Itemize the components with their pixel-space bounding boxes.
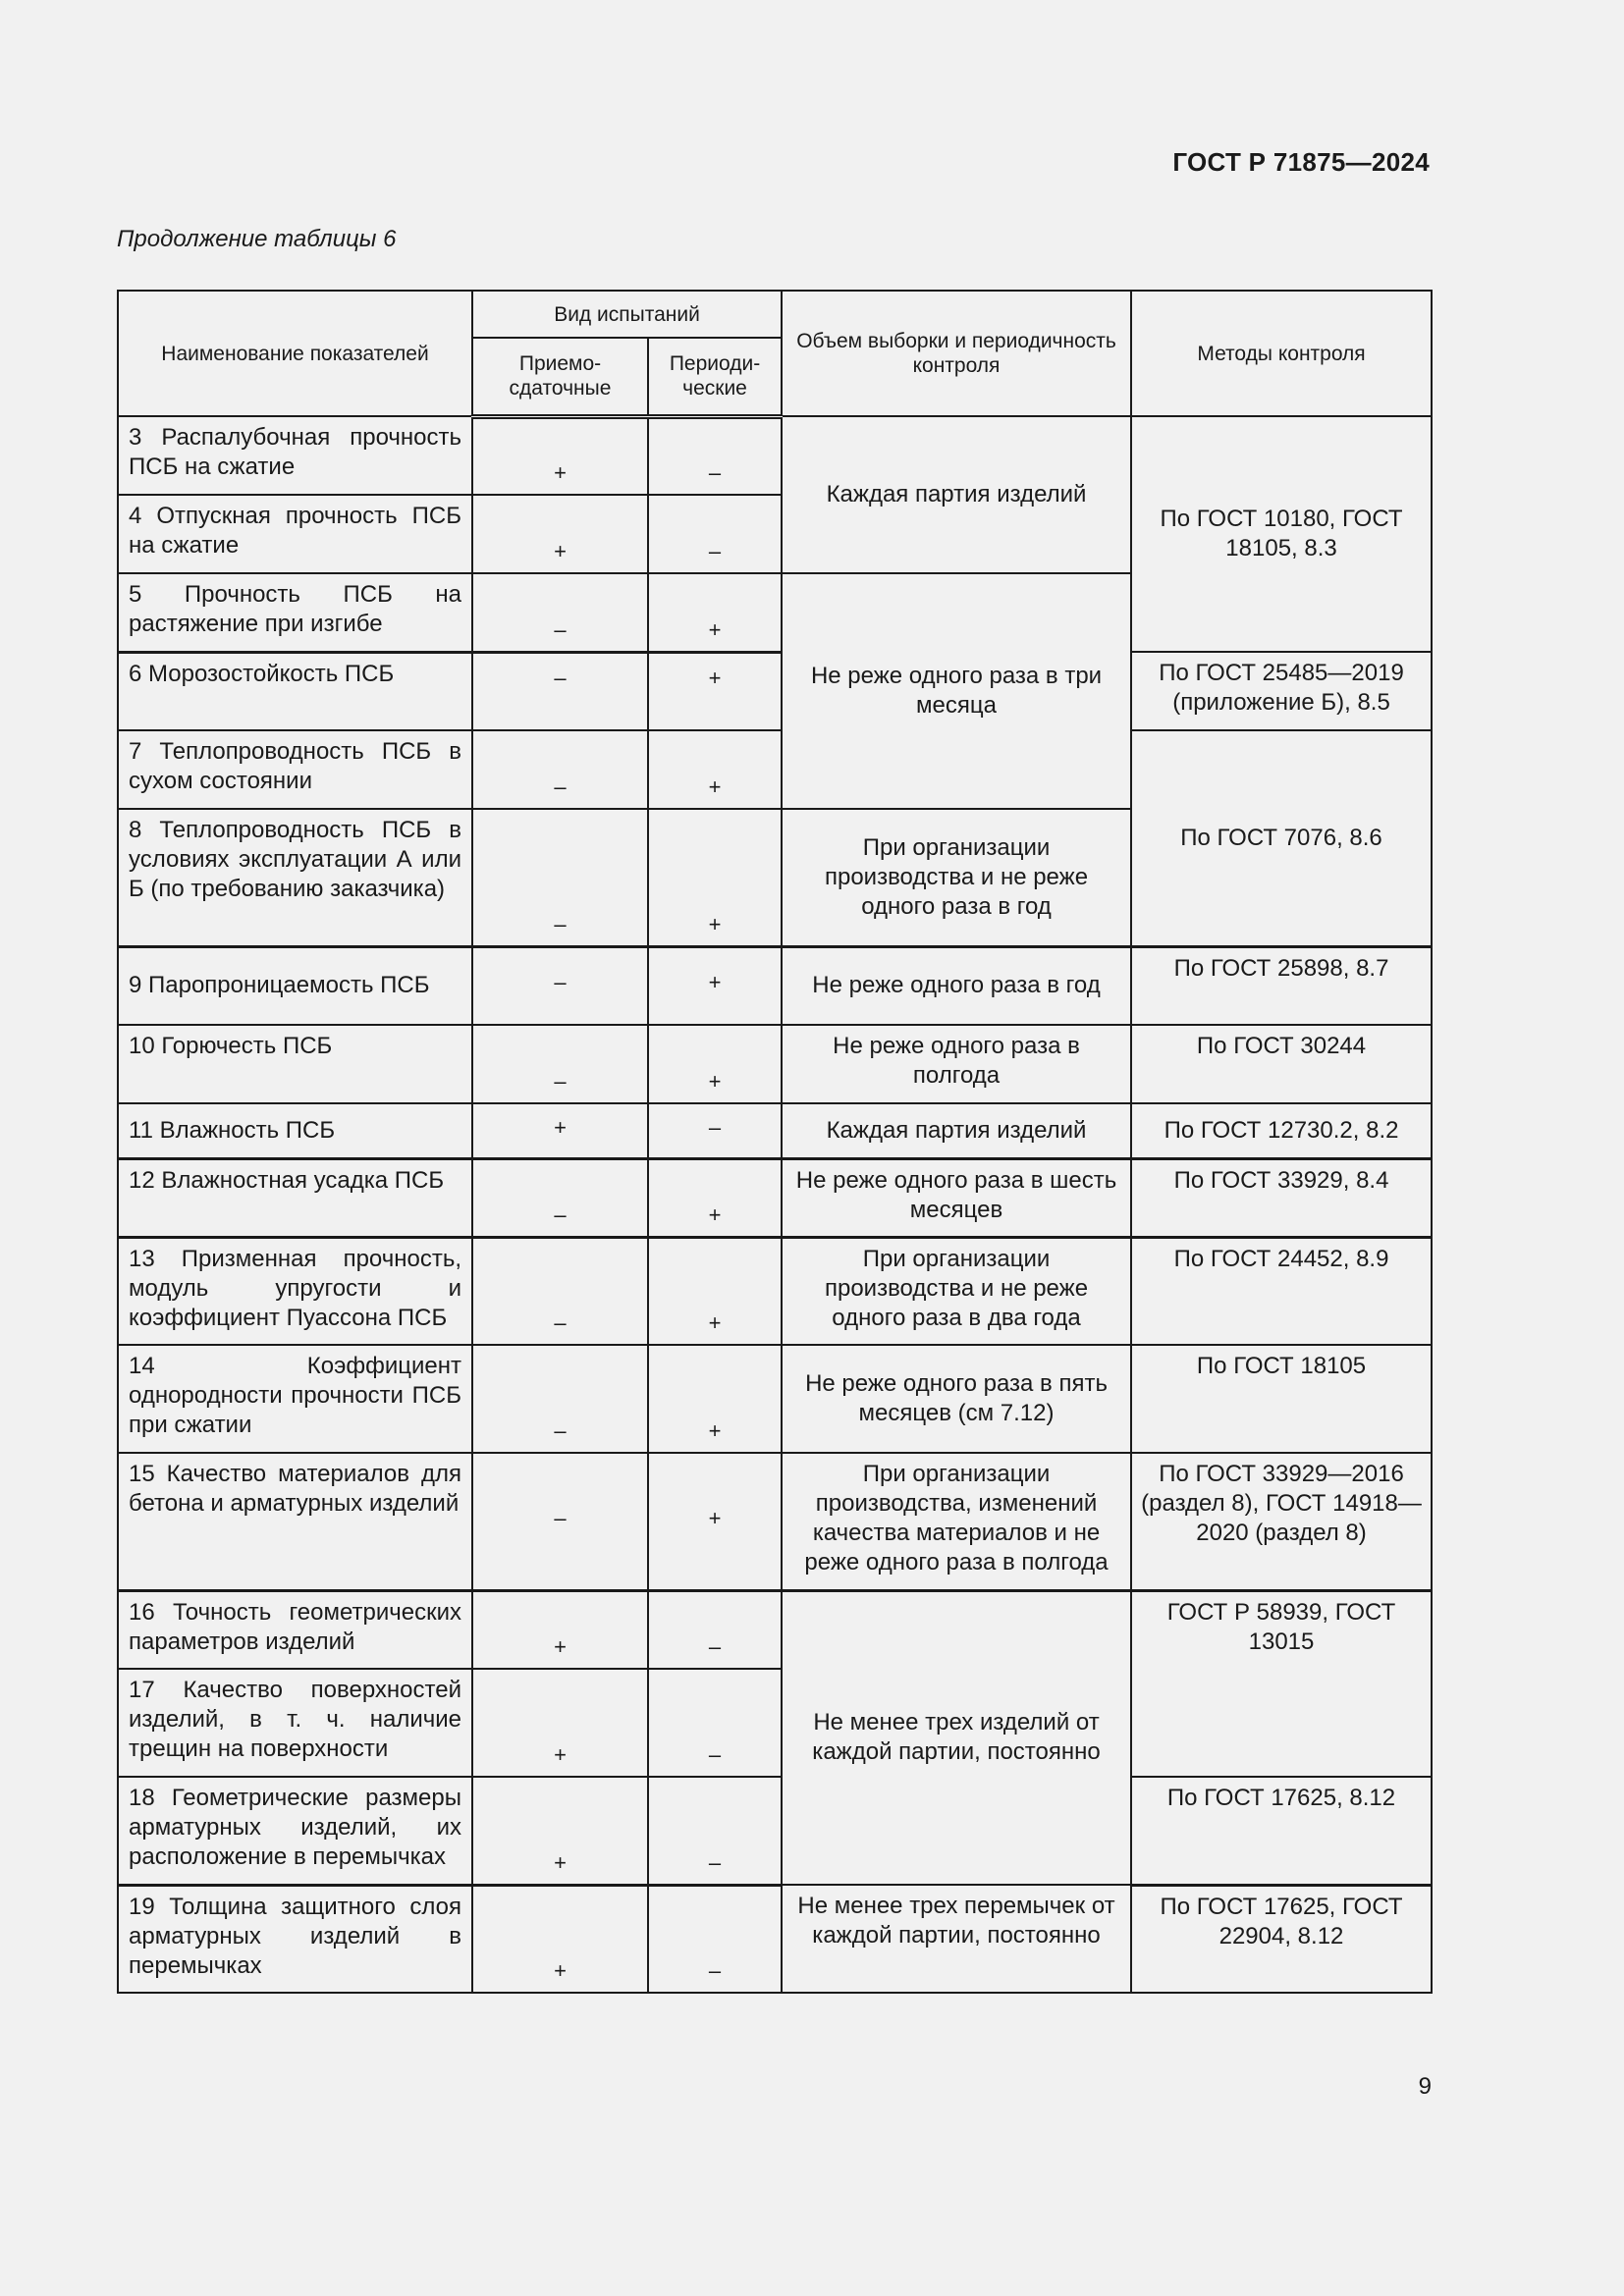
header-periodic: Периоди- ческие	[648, 338, 782, 416]
periodic-mark: –	[648, 1103, 782, 1158]
periodic-mark: –	[648, 416, 782, 495]
acceptance-mark: –	[472, 1237, 648, 1345]
periodic-mark: +	[648, 730, 782, 809]
row-name: 9 Паропроницаемость ПСБ	[118, 946, 472, 1025]
method-cell: По ГОСТ 24452, 8.9	[1131, 1237, 1432, 1345]
row-name: 17 Качество поверхностей изделий, в т. ч. наличие трещин на поверхности	[118, 1669, 472, 1777]
periodic-mark: +	[648, 652, 782, 730]
row-name: 5 Прочность ПСБ на растяжение при изгибе	[118, 573, 472, 652]
header-acceptance: Приемо- сдаточные	[472, 338, 648, 416]
periodic-mark: +	[648, 946, 782, 1025]
volume-cell: Не реже одного раза в три месяца	[782, 573, 1131, 809]
header-volume: Объем выборки и периодичность контроля	[782, 291, 1131, 416]
acceptance-mark: –	[472, 1158, 648, 1237]
row-name: 18 Геометрические размеры арматурных изделий, их расположение в перемычках	[118, 1777, 472, 1885]
periodic-mark: –	[648, 1777, 782, 1885]
volume-cell: При организации производства и не реже одного раза в два года	[782, 1237, 1131, 1345]
row-name: 14 Коэффициент однородности прочности ПСБ при сжатии	[118, 1345, 472, 1453]
method-cell: По ГОСТ 12730.2, 8.2	[1131, 1103, 1432, 1158]
row-name: 10 Горючесть ПСБ	[118, 1025, 472, 1103]
page-number: 9	[1418, 2073, 1432, 2100]
acceptance-mark: –	[472, 1025, 648, 1103]
method-cell: По ГОСТ 33929—2016 (раздел 8), ГОСТ 14918—2020 (раздел 8)	[1131, 1453, 1432, 1590]
acceptance-mark: –	[472, 1453, 648, 1590]
volume-cell: При организации производства, изменений качества материалов и не реже одного раза в полгода	[782, 1453, 1131, 1590]
volume-cell: Не реже одного раза в шесть месяцев	[782, 1158, 1131, 1237]
method-cell: По ГОСТ 17625, ГОСТ 22904, 8.12	[1131, 1885, 1432, 1993]
method-cell: По ГОСТ 18105	[1131, 1345, 1432, 1453]
volume-cell: Не реже одного раза в полгода	[782, 1025, 1131, 1103]
volume-cell: Не менее трех изделий от каждой партии, постоянно	[782, 1590, 1131, 1885]
periodic-mark: +	[648, 1345, 782, 1453]
volume-cell: Не менее трех перемычек от каждой партии, постоянно	[782, 1885, 1131, 1993]
control-methods-table	[117, 290, 1433, 1994]
method-cell: По ГОСТ 33929, 8.4	[1131, 1158, 1432, 1237]
acceptance-mark: –	[472, 652, 648, 730]
method-cell: По ГОСТ 17625, 8.12	[1131, 1777, 1432, 1885]
row-name: 8 Теплопроводность ПСБ в условиях эксплуатации А или Б (по требованию заказчика)	[118, 809, 472, 946]
periodic-mark: +	[648, 809, 782, 946]
periodic-mark: –	[648, 1885, 782, 1993]
row-name: 15 Качество материалов для бетона и арматурных изделий	[118, 1453, 472, 1590]
volume-cell: Каждая партия изделий	[782, 1103, 1131, 1158]
periodic-mark: +	[648, 1237, 782, 1345]
row-name: 19 Толщина защитного слоя арматурных изделий в перемычках	[118, 1885, 472, 1993]
method-cell: По ГОСТ 30244	[1131, 1025, 1432, 1103]
document-code: ГОСТ Р 71875—2024	[1172, 147, 1430, 177]
periodic-mark: +	[648, 573, 782, 652]
acceptance-mark: –	[472, 809, 648, 946]
periodic-mark: –	[648, 495, 782, 573]
periodic-mark: –	[648, 1669, 782, 1777]
header-name: Наименование показателей	[118, 291, 472, 416]
row-name: 13 Призменная прочность, модуль упругости и коэффициент Пуассона ПСБ	[118, 1237, 472, 1345]
row-name: 6 Морозостойкость ПСБ	[118, 652, 472, 730]
acceptance-mark: +	[472, 1669, 648, 1777]
row-name: 16 Точность геометрических параметров изделий	[118, 1590, 472, 1669]
acceptance-mark: +	[472, 495, 648, 573]
acceptance-mark: +	[472, 1885, 648, 1993]
row-name: 11 Влажность ПСБ	[118, 1103, 472, 1158]
volume-cell: Не реже одного раза в год	[782, 946, 1131, 1025]
method-cell: По ГОСТ 25485—2019 (приложение Б), 8.5	[1131, 652, 1432, 730]
method-cell: По ГОСТ 10180, ГОСТ 18105, 8.3	[1131, 416, 1432, 652]
acceptance-mark: +	[472, 1103, 648, 1158]
acceptance-mark: +	[472, 1590, 648, 1669]
row-name: 7 Теплопроводность ПСБ в сухом состоянии	[118, 730, 472, 809]
header-methods: Методы контроля	[1131, 291, 1432, 416]
periodic-mark: +	[648, 1453, 782, 1590]
volume-cell: Не реже одного раза в пять месяцев (см 7.12)	[782, 1345, 1131, 1453]
method-cell: ГОСТ Р 58939, ГОСТ 13015	[1131, 1590, 1432, 1777]
row-name: 12 Влажностная усадка ПСБ	[118, 1158, 472, 1237]
acceptance-mark: +	[472, 416, 648, 495]
acceptance-mark: –	[472, 1345, 648, 1453]
acceptance-mark: –	[472, 573, 648, 652]
acceptance-mark: +	[472, 1777, 648, 1885]
table-continuation-caption: Продолжение таблицы 6	[117, 226, 397, 252]
acceptance-mark: –	[472, 730, 648, 809]
volume-cell: При организации производства и не реже одного раза в год	[782, 809, 1131, 946]
periodic-mark: –	[648, 1590, 782, 1669]
acceptance-mark: –	[472, 946, 648, 1025]
periodic-mark: +	[648, 1025, 782, 1103]
row-name: 3 Распалубочная прочность ПСБ на сжатие	[118, 416, 472, 495]
row-name: 4 Отпускная прочность ПСБ на сжатие	[118, 495, 472, 573]
method-cell: По ГОСТ 25898, 8.7	[1131, 946, 1432, 1025]
volume-cell: Каждая партия изделий	[782, 416, 1131, 573]
header-test-type: Вид испытаний	[472, 291, 782, 338]
periodic-mark: +	[648, 1158, 782, 1237]
method-cell: По ГОСТ 7076, 8.6	[1131, 730, 1432, 946]
